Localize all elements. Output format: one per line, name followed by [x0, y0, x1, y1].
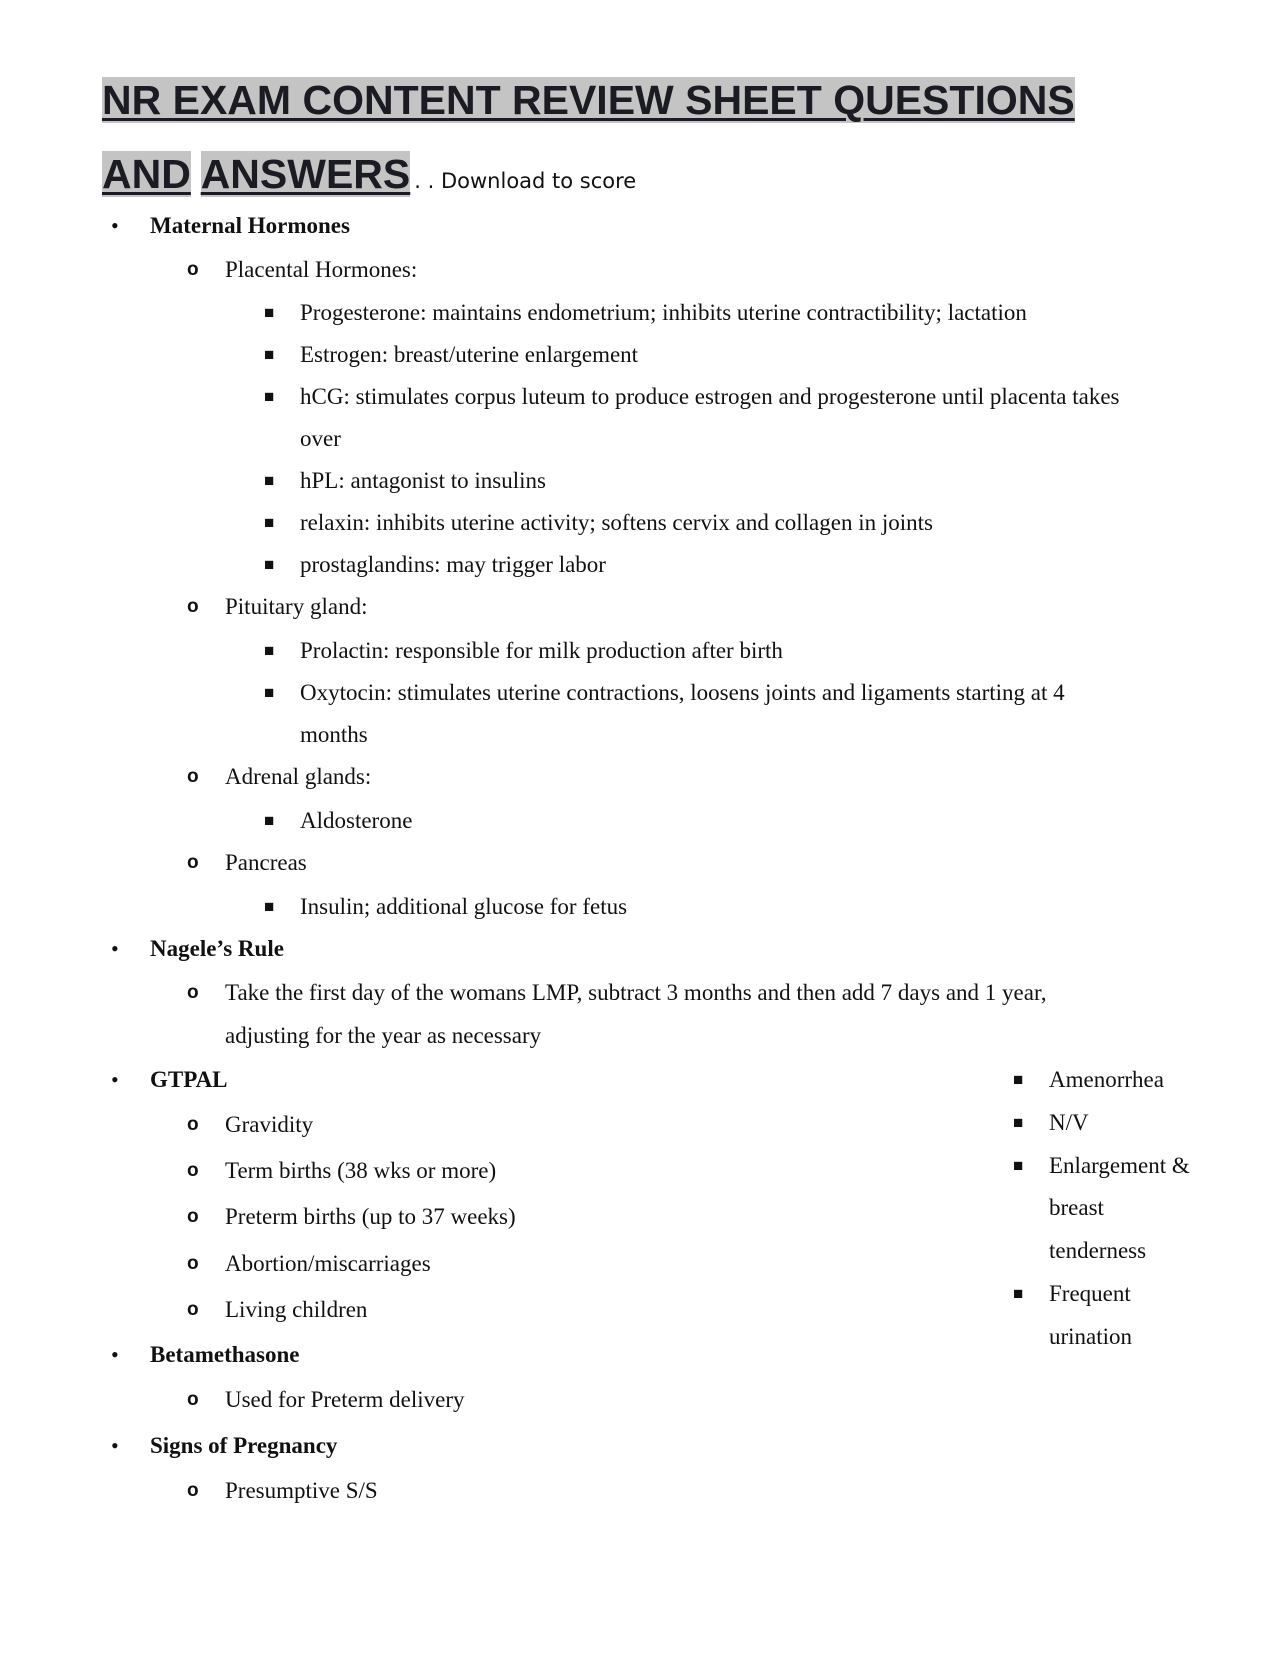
item-nagele-text-continued: adjusting for the year as necessary	[225, 1023, 542, 1048]
item-hpl: hPL: antagonist to insulins	[300, 468, 546, 493]
bullet-circle-icon: o	[187, 1389, 199, 1410]
bullet-square-icon: ■	[264, 683, 275, 702]
side-item-amenorrhea: Amenorrhea	[1049, 1067, 1164, 1092]
bullet-circle-icon: o	[187, 766, 199, 787]
item-aldosterone: Aldosterone	[300, 808, 413, 833]
bullet-square-icon: ■	[264, 387, 275, 406]
item-prostaglandins: prostaglandins: may trigger labor	[300, 552, 606, 577]
item-hcg-continued: over	[300, 426, 341, 451]
item-preterm-delivery: Used for Preterm delivery	[225, 1387, 465, 1412]
heading-betamethasone: Betamethasone	[150, 1342, 300, 1367]
side-item-nv: N/V	[1049, 1110, 1089, 1135]
title-highlight-1: NR EXAM CONTENT REVIEW SHEET QUESTIONS	[102, 77, 1075, 123]
bullet-square-icon: ■	[264, 555, 275, 574]
document-title-line-1	[102, 75, 1075, 125]
bullet-square-icon: ■	[264, 513, 275, 532]
bullet-dot-icon: •	[111, 936, 119, 961]
heading-nageles-rule: Nagele’s Rule	[150, 936, 284, 961]
item-insulin: Insulin; additional glucose for fetus	[300, 894, 628, 919]
item-gravidity: Gravidity	[225, 1112, 314, 1137]
bullet-circle-icon: o	[187, 852, 199, 873]
bullet-circle-icon: o	[187, 1253, 199, 1274]
bullet-dot-icon: •	[111, 213, 119, 238]
bullet-square-icon: ■	[264, 471, 275, 490]
side-item-frequent-urination-line-2: urination	[1049, 1324, 1133, 1349]
side-item-frequent-urination: Frequent	[1049, 1281, 1131, 1306]
item-adrenal-glands: Adrenal glands:	[225, 764, 372, 789]
bullet-circle-icon: o	[187, 982, 199, 1003]
heading-gtpal: GTPAL	[150, 1067, 228, 1092]
heading-signs-of-pregnancy: Signs of Pregnancy	[150, 1433, 338, 1458]
item-pituitary-gland: Pituitary gland:	[225, 594, 368, 619]
bullet-dot-icon: •	[111, 1342, 119, 1367]
item-living-children: Living children	[225, 1297, 368, 1322]
bullet-square-icon: ■	[264, 811, 275, 830]
bullet-square-icon: ■	[264, 345, 275, 364]
bullet-circle-icon: o	[187, 1480, 199, 1501]
item-preterm-births: Preterm births (up to 37 weeks)	[225, 1204, 516, 1229]
side-item-enlargement-line-2: breast	[1049, 1195, 1104, 1220]
bullet-square-icon: ■	[1013, 1070, 1024, 1089]
document-title-line-2	[102, 149, 636, 206]
item-oxytocin-continued: months	[300, 722, 368, 747]
item-prolactin: Prolactin: responsible for milk production after birth	[300, 638, 783, 663]
heading-maternal-hormones: Maternal Hormones	[150, 213, 350, 238]
item-term-births: Term births (38 wks or more)	[225, 1158, 497, 1183]
item-pancreas: Pancreas	[225, 850, 307, 875]
bullet-circle-icon: o	[187, 1114, 199, 1135]
side-item-enlargement: Enlargement &	[1049, 1153, 1190, 1178]
item-relaxin: relaxin: inhibits uterine activity; softens cervix and collagen in joints	[300, 510, 933, 535]
item-oxytocin: Oxytocin: stimulates uterine contractions, loosens joints and ligaments starting at 4	[300, 680, 1065, 705]
bullet-circle-icon: o	[187, 596, 199, 617]
bullet-square-icon: ■	[264, 303, 275, 322]
item-estrogen: Estrogen: breast/uterine enlargement	[300, 342, 639, 367]
bullet-square-icon: ■	[1013, 1156, 1024, 1175]
bullet-circle-icon: o	[187, 1299, 199, 1320]
item-hcg: hCG: stimulates corpus luteum to produce estrogen and progesterone until placenta takes	[300, 384, 1120, 409]
item-abortion-miscarriages: Abortion/miscarriages	[225, 1251, 431, 1276]
side-item-enlargement-line-3: tenderness	[1049, 1238, 1147, 1263]
bullet-circle-icon: o	[187, 259, 199, 280]
item-presumptive-ss: Presumptive S/S	[225, 1478, 378, 1503]
item-progesterone: Progesterone: maintains endometrium; inhibits uterine contractibility; lactation	[300, 300, 1027, 325]
bullet-square-icon: ■	[264, 897, 275, 916]
bullet-square-icon: ■	[1013, 1284, 1024, 1303]
title-word-and: AND	[102, 151, 191, 197]
bullet-dot-icon: •	[111, 1433, 119, 1458]
bullet-square-icon: ■	[264, 641, 275, 660]
bullet-circle-icon: o	[187, 1206, 199, 1227]
download-to-score-link[interactable]: . . Download to score	[414, 169, 637, 193]
title-word-answers: ANSWERS	[200, 151, 411, 197]
bullet-dot-icon: •	[111, 1067, 119, 1092]
item-placental-hormones: Placental Hormones:	[225, 257, 418, 282]
bullet-circle-icon: o	[187, 1160, 199, 1181]
bullet-square-icon: ■	[1013, 1113, 1024, 1132]
item-nagele-text: Take the first day of the womans LMP, subtract 3 months and then add 7 days and 1 year,	[225, 980, 1047, 1005]
